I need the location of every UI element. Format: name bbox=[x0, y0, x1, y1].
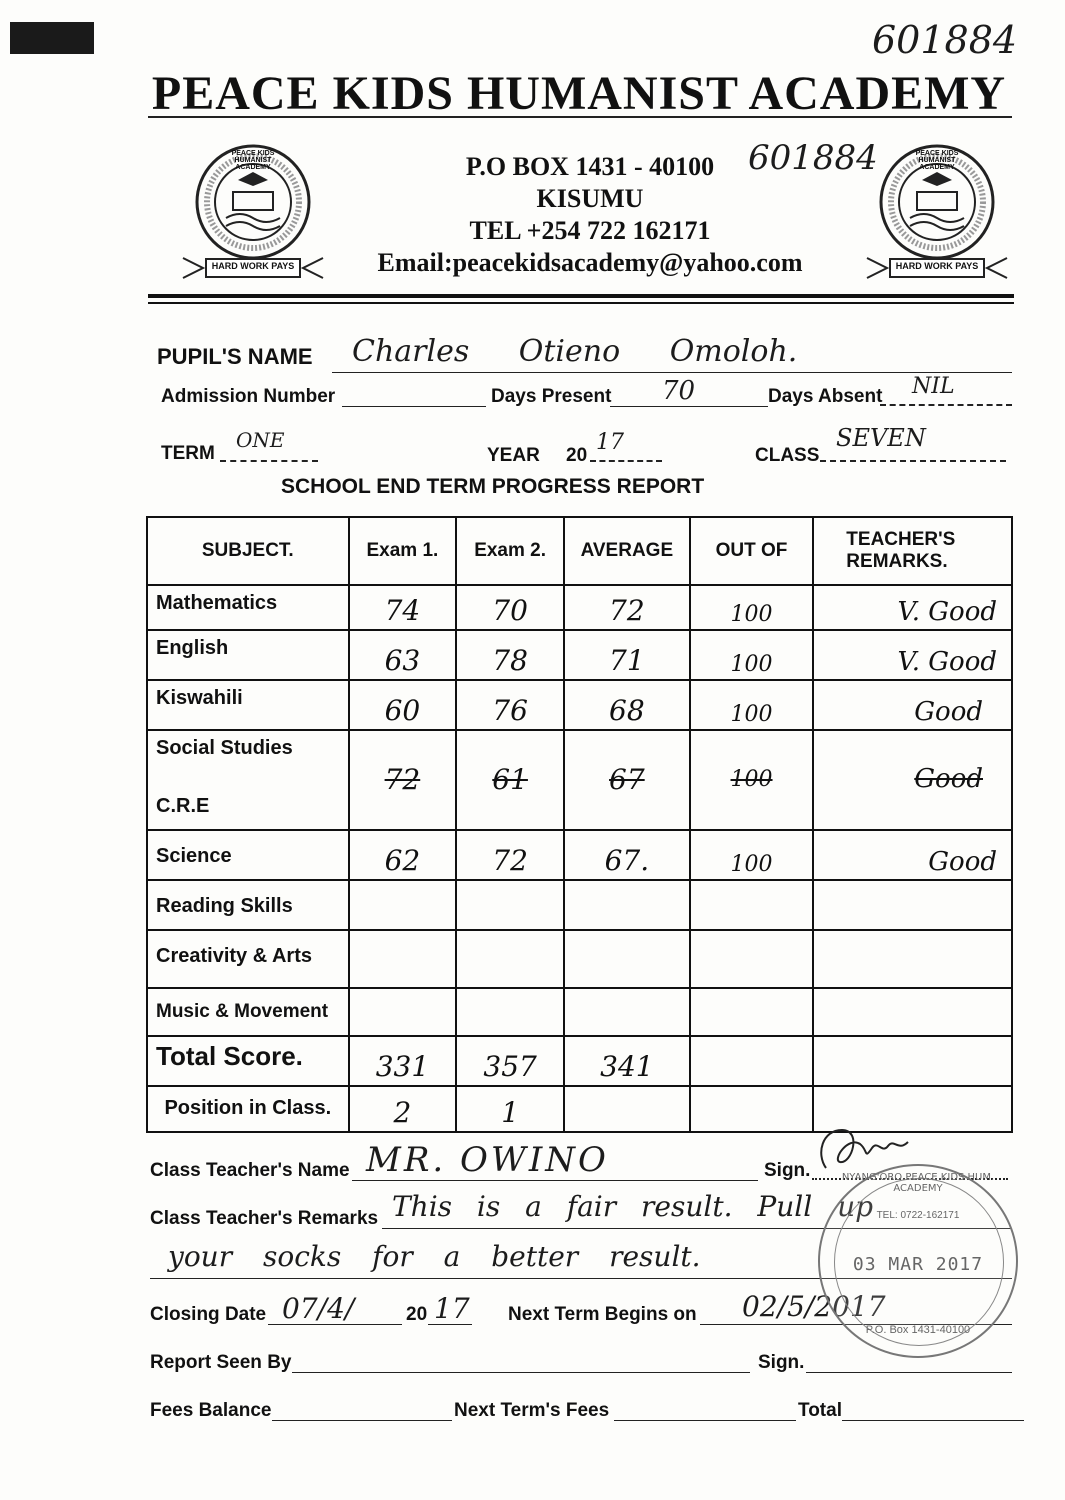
table-row bbox=[147, 630, 1012, 680]
table-row bbox=[147, 930, 1012, 988]
closing-date-value: 07/4/ bbox=[282, 1292, 355, 1325]
address-tel: TEL +254 722 162171 bbox=[469, 216, 711, 245]
remarks-cell: V. Good bbox=[813, 585, 1012, 630]
subject-cell: English bbox=[147, 630, 349, 680]
exam1-cell bbox=[349, 880, 457, 930]
header-average: AVERAGE bbox=[564, 517, 690, 585]
next-term-label: Next Term Begins on bbox=[508, 1304, 697, 1325]
class-value: SEVEN bbox=[836, 424, 926, 452]
address-email: Email:peacekidsacademy@yahoo.com bbox=[377, 248, 803, 277]
total-label: Total bbox=[798, 1400, 842, 1421]
teacher-name-value: MR. OWINO bbox=[366, 1140, 609, 1180]
subject-cell: Kiswahili bbox=[147, 680, 349, 730]
out-of-cell: 100 bbox=[690, 630, 814, 680]
out-of-cell: 100 bbox=[690, 585, 814, 630]
logo-ring-text-left: PEACE KIDS HUMANIST ACADEMY bbox=[231, 150, 275, 171]
closing-date-label: Closing Date bbox=[150, 1304, 267, 1325]
sign2-label: Sign. bbox=[758, 1352, 805, 1373]
average-cell: 67 bbox=[564, 730, 690, 830]
school-logo-left bbox=[178, 140, 328, 280]
total-score-label: Total Score. bbox=[147, 1036, 349, 1086]
header-exam2: Exam 2. bbox=[456, 517, 564, 585]
header-rule-thick bbox=[148, 294, 1014, 298]
pupil-name-label: PUPIL'S NAME bbox=[157, 344, 313, 369]
stamp-date: 03 MAR 2017 bbox=[852, 1254, 984, 1275]
teacher-name-line bbox=[352, 1180, 758, 1181]
teacher-remarks-value-line1: This is a fair result. Pull up bbox=[392, 1190, 874, 1223]
year-label: YEAR bbox=[487, 445, 540, 466]
grades-table bbox=[146, 516, 1013, 1133]
school-name-underline bbox=[148, 116, 1012, 118]
remarks-cell bbox=[813, 930, 1012, 988]
report-seen-line bbox=[292, 1372, 750, 1373]
address-pobox: P.O BOX 1431 - 40100 bbox=[465, 152, 715, 181]
remarks-cell: Good bbox=[813, 680, 1012, 730]
days-absent-label: Days Absent bbox=[768, 386, 883, 407]
remarks-cell: Good bbox=[813, 830, 1012, 880]
exam1-cell: 62 bbox=[349, 830, 457, 880]
out-of-cell bbox=[690, 930, 814, 988]
remarks-cell bbox=[813, 988, 1012, 1036]
class-line bbox=[820, 460, 1006, 462]
pupil-name-value: Charles Otieno Omoloh. bbox=[352, 334, 798, 369]
subject-cell: Music & Movement bbox=[147, 988, 349, 1036]
exam2-cell bbox=[456, 988, 564, 1036]
total-exam2: 357 bbox=[456, 1036, 564, 1086]
report-title: SCHOOL END TERM PROGRESS REPORT bbox=[281, 475, 705, 498]
remarks-cell: V. Good bbox=[813, 630, 1012, 680]
table-row bbox=[147, 830, 1012, 880]
closing-year-value: 17 bbox=[434, 1292, 470, 1325]
table-row bbox=[147, 880, 1012, 930]
position-out-of bbox=[690, 1086, 814, 1132]
year-prefix: 20 bbox=[566, 445, 588, 466]
teacher-remarks-label: Class Teacher's Remarks bbox=[150, 1208, 379, 1229]
exam1-cell: 74 bbox=[349, 585, 457, 630]
admission-number-line bbox=[342, 406, 486, 407]
days-present-line bbox=[610, 406, 768, 407]
subject-cell: Science bbox=[147, 830, 349, 880]
average-cell: 67. bbox=[564, 830, 690, 880]
out-of-cell bbox=[690, 988, 814, 1036]
report-seen-label: Report Seen By bbox=[150, 1352, 292, 1373]
subject-cell: Mathematics bbox=[147, 585, 349, 630]
scan-corner-mark bbox=[10, 22, 94, 54]
exam1-cell: 60 bbox=[349, 680, 457, 730]
pupil-name-line bbox=[332, 372, 1012, 373]
days-present-label: Days Present bbox=[491, 386, 612, 407]
class-label: CLASS bbox=[755, 445, 820, 466]
table-row bbox=[147, 585, 1012, 630]
header-exam1: Exam 1. bbox=[349, 517, 457, 585]
table-row bbox=[147, 680, 1012, 730]
total-out-of bbox=[690, 1036, 814, 1086]
next-term-value: 02/5/2017 bbox=[742, 1290, 886, 1323]
admission-number-label: Admission Number bbox=[161, 386, 336, 407]
year-value: 17 bbox=[596, 430, 624, 455]
average-cell: 68 bbox=[564, 680, 690, 730]
exam2-cell bbox=[456, 880, 564, 930]
subject-cre: C.R.E bbox=[156, 795, 210, 817]
exam2-cell bbox=[456, 930, 564, 988]
total-score-row bbox=[147, 1036, 1012, 1086]
exam1-cell bbox=[349, 930, 457, 988]
fees-balance-line bbox=[272, 1420, 452, 1421]
total-average: 341 bbox=[564, 1036, 690, 1086]
reference-number-mid: 601884 bbox=[748, 138, 878, 178]
school-name: PEACE KIDS HUMANIST ACADEMY bbox=[151, 67, 1007, 120]
average-cell bbox=[564, 988, 690, 1036]
subject-social-studies: Social Studies bbox=[156, 737, 293, 759]
exam1-cell bbox=[349, 988, 457, 1036]
sign-label: Sign. bbox=[764, 1160, 811, 1181]
term-label: TERM bbox=[161, 443, 215, 464]
position-exam1: 2 bbox=[349, 1086, 457, 1132]
school-logo-right bbox=[862, 140, 1012, 280]
term-line bbox=[220, 460, 318, 462]
days-absent-value: NIL bbox=[912, 374, 955, 399]
out-of-cell: 100 bbox=[690, 680, 814, 730]
exam2-cell: 70 bbox=[456, 585, 564, 630]
header-teacher-remarks: TEACHER'S REMARKS. bbox=[813, 517, 1012, 585]
exam2-cell: 78 bbox=[456, 630, 564, 680]
remarks-cell bbox=[813, 880, 1012, 930]
next-term-fees-label: Next Term's Fees bbox=[454, 1400, 610, 1421]
average-cell: 72 bbox=[564, 585, 690, 630]
logo-motto-left: HARD WORK PAYS bbox=[211, 261, 295, 271]
year-line bbox=[590, 460, 662, 462]
subject-cell-merged bbox=[147, 730, 349, 830]
total-line bbox=[842, 1420, 1024, 1421]
total-remarks bbox=[813, 1036, 1012, 1086]
out-of-cell: 100 bbox=[690, 830, 814, 880]
subject-cell: Reading Skills bbox=[147, 880, 349, 930]
exam2-cell: 76 bbox=[456, 680, 564, 730]
header-out-of: OUT OF bbox=[690, 517, 814, 585]
logo-ring-text-right: PEACE KIDS HUMANIST ACADEMY bbox=[915, 150, 959, 171]
address-town: KISUMU bbox=[536, 184, 644, 213]
exam1-cell: 63 bbox=[349, 630, 457, 680]
logo-motto-right: HARD WORK PAYS bbox=[895, 261, 979, 271]
average-cell bbox=[564, 880, 690, 930]
position-exam2: 1 bbox=[456, 1086, 564, 1132]
position-label: Position in Class. bbox=[147, 1086, 349, 1132]
position-average bbox=[564, 1086, 690, 1132]
remarks-cell: Good bbox=[813, 730, 1012, 830]
school-stamp bbox=[818, 1164, 1018, 1358]
reference-number-top: 601884 bbox=[872, 18, 1018, 62]
exam2-cell: 72 bbox=[456, 830, 564, 880]
total-exam1: 331 bbox=[349, 1036, 457, 1086]
subject-cell: Creativity & Arts bbox=[147, 930, 349, 988]
sign2-line bbox=[806, 1372, 1012, 1373]
out-of-cell: 100 bbox=[690, 730, 814, 830]
stamp-ring-text: NYANG'ORO PEACE KIDS HUM. ACADEMY bbox=[841, 1172, 995, 1194]
teacher-remarks-value-line2: your socks for a better result. bbox=[168, 1240, 701, 1273]
days-present-value: 70 bbox=[662, 376, 696, 406]
table-header-row bbox=[147, 517, 1012, 585]
table-row bbox=[147, 988, 1012, 1036]
out-of-cell bbox=[690, 880, 814, 930]
next-term-fees-line bbox=[614, 1420, 796, 1421]
exam2-cell: 61 bbox=[456, 730, 564, 830]
teacher-name-label: Class Teacher's Name bbox=[150, 1160, 350, 1181]
table-row bbox=[147, 730, 1012, 830]
days-absent-line bbox=[880, 404, 1012, 406]
average-cell bbox=[564, 930, 690, 988]
header-rule-thin bbox=[148, 302, 1014, 304]
term-value: ONE bbox=[236, 428, 285, 452]
header-subject: SUBJECT. bbox=[147, 517, 349, 585]
closing-year-prefix: 20 bbox=[406, 1304, 428, 1325]
exam1-cell: 72 bbox=[349, 730, 457, 830]
stamp-box: P.O. Box 1431-40100 bbox=[865, 1324, 971, 1336]
stamp-tel: TEL: 0722-162171 bbox=[876, 1210, 960, 1221]
average-cell: 71 bbox=[564, 630, 690, 680]
fees-balance-label: Fees Balance bbox=[150, 1400, 272, 1421]
